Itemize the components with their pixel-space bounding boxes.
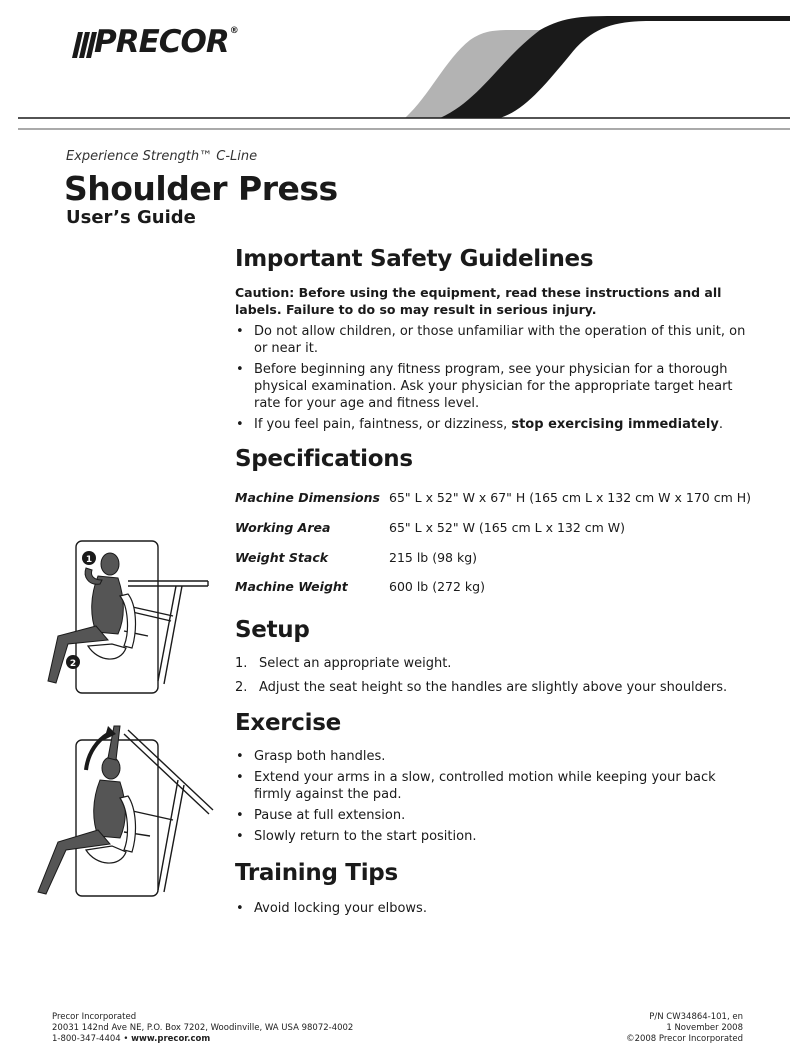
list-item: • Extend your arms in a slow, controlled motion while keeping your back firmly against the pad. (235, 769, 755, 803)
step-text: Select an appropriate weight. (259, 655, 452, 671)
exercise-position-illustration (28, 720, 218, 900)
specifications-heading: Specifications (235, 446, 413, 472)
spec-label: Working Area (235, 520, 331, 535)
part-number: P/N CW34864-101, en (649, 1012, 743, 1022)
safety-section (235, 246, 755, 437)
registered-mark: ® (229, 26, 238, 36)
list-item-text: If you feel pain, faintness, or dizziness, (254, 416, 512, 432)
training-tips-list (235, 900, 755, 917)
document-type: User’s Guide (66, 207, 196, 228)
spec-value: 215 lb (98 kg) (389, 550, 478, 565)
copyright: ©2008 Precor Incorporated (626, 1034, 743, 1044)
spec-value: 600 lb (272 kg) (389, 579, 485, 594)
website-link[interactable]: www.precor.com (131, 1034, 211, 1044)
spec-label: Machine Weight (235, 579, 348, 594)
spec-value: 65" L x 52" W (165 cm L x 132 cm W) (389, 520, 626, 535)
callout-1: 1 (85, 555, 93, 565)
spec-table (235, 490, 755, 610)
specifications-section (235, 446, 755, 474)
brand-logo (94, 24, 238, 60)
spec-row (235, 550, 755, 568)
spec-row (235, 579, 755, 597)
list-item: • Grasp both handles. (235, 748, 755, 765)
brand-logo-text: PRECOR (94, 24, 229, 60)
setup-section (235, 617, 755, 703)
list-item: • Before beginning any fitness program, see your physician for a thorough physical examination. Ask your physician for the appropriate target heart rate for your age and fitness level. (235, 361, 755, 412)
footer-left (52, 1012, 353, 1045)
training-tips-section (235, 860, 755, 921)
setup-position-illustration (28, 536, 218, 696)
phone-number: 1-800-347-4404 (52, 1034, 121, 1044)
safety-list (235, 323, 755, 433)
spec-row (235, 520, 755, 538)
step-number: 2. (235, 679, 248, 695)
list-item (235, 416, 755, 433)
publish-date: 1 November 2008 (666, 1023, 743, 1033)
header-swoosh (0, 0, 808, 150)
list-item: • Avoid locking your elbows. (235, 900, 755, 917)
list-item: • Do not allow children, or those unfamiliar with the operation of this unit, on or near it. (235, 323, 755, 357)
setup-heading: Setup (235, 617, 310, 643)
list-item: • Slowly return to the start position. (235, 828, 755, 845)
training-tips-heading: Training Tips (235, 860, 398, 886)
list-item: • Pause at full extension. (235, 807, 755, 824)
page-title: Shoulder Press (64, 169, 338, 208)
company-name: Precor Incorporated (52, 1012, 137, 1022)
footer-right (626, 1012, 743, 1045)
spec-label: Weight Stack (235, 550, 329, 565)
spec-label: Machine Dimensions (235, 490, 380, 505)
caution-text: Caution: Before using the equipment, read these instructions and all labels. Failure to do so may result in serious injury. (235, 284, 722, 317)
company-address: 20031 142nd Ave NE, P.O. Box 7202, Woodinville, WA USA 98072-4002 (52, 1023, 354, 1033)
list-item-emphasis: stop exercising immediately (511, 416, 719, 432)
exercise-heading: Exercise (235, 710, 341, 736)
setup-steps (235, 655, 755, 696)
product-line-subtitle: Experience Strength™ C-Line (66, 149, 258, 164)
contact-line (52, 1034, 353, 1045)
spec-value: 65" L x 52" W x 67" H (165 cm L x 132 cm W x 170 cm H) (389, 490, 751, 505)
separator: • (120, 1034, 132, 1044)
step-text: Adjust the seat height so the handles are slightly above your shoulders. (259, 679, 728, 695)
list-item (235, 679, 755, 696)
list-item-suffix: . (718, 416, 723, 432)
exercise-section (235, 710, 755, 849)
list-item (235, 655, 755, 672)
callout-2: 2 (69, 659, 77, 669)
safety-heading: Important Safety Guidelines (235, 246, 594, 272)
step-number: 1. (235, 655, 248, 671)
spec-row (235, 490, 755, 508)
exercise-list (235, 748, 755, 845)
